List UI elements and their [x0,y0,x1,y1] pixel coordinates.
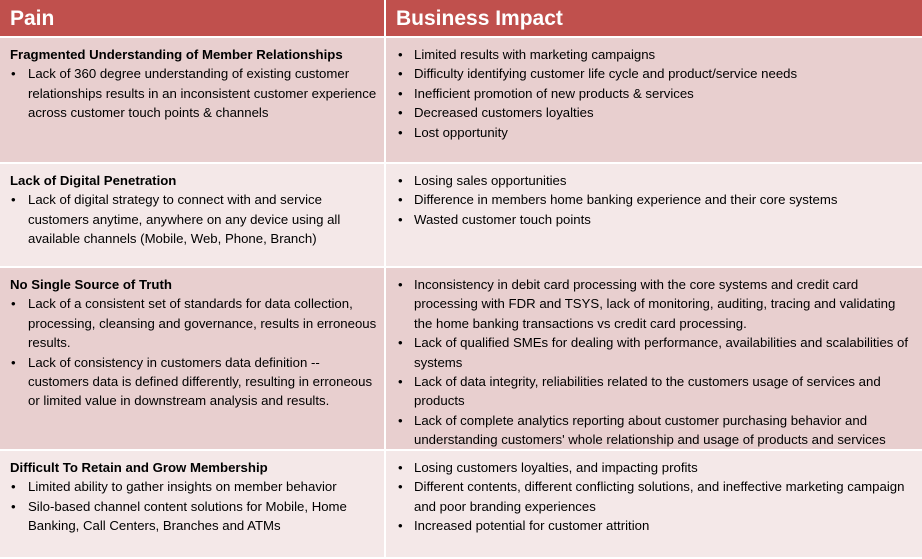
impact-item: • Difference in members home banking experience and their core systems [397,190,916,209]
header-impact-label: Business Impact [396,7,563,30]
impact-list [397,458,916,536]
impact-item: • Inefficient promotion of new products & services [397,84,916,103]
pain-list [10,64,378,122]
header-pain [0,0,386,38]
pain-item: • Lack of 360 degree understanding of existing customer relationships results in an inconsistent customer experience across customer touch points & channels [10,64,378,122]
impact-item: • Lost opportunity [397,123,916,142]
pain-item: • Lack of digital strategy to connect with and service customers anytime, anywhere on any device using all available channels (Mobile, Web, Phone, Branch) [10,190,378,248]
header-business-impact [386,0,922,38]
impact-cell-retain-grow-membership [386,451,922,559]
pain-cell-fragmented-understanding [0,38,386,164]
header-pain-label: Pain [10,7,55,30]
pain-title: Lack of Digital Penetration [10,173,177,188]
pain-title: Fragmented Understanding of Member Relationships [10,47,343,62]
pain-item: • Limited ability to gather insights on member behavior [10,477,378,496]
pain-cell-single-source-of-truth [0,268,386,451]
impact-item: • Lack of complete analytics reporting about customer purchasing behavior and understanding customers' whole relationship and usage of products and services [397,411,916,450]
impact-item: • Limited results with marketing campaigns [397,45,916,64]
pain-item: • Lack of consistency in customers data definition -- customers data is defined differently, resulting in erroneous or limited value in downstream analysis and results. [10,353,378,411]
impact-list [397,45,916,142]
impact-item: • Lack of qualified SMEs for dealing with performance, availabilities and scalabilities of systems [397,333,916,372]
impact-list [397,171,916,229]
pain-list [10,190,378,248]
impact-item: • Difficulty identifying customer life cycle and product/service needs [397,64,916,83]
impact-item: • Losing sales opportunities [397,171,916,190]
impact-item: • Wasted customer touch points [397,210,916,229]
pain-title: No Single Source of Truth [10,277,172,292]
pain-item: • Silo-based channel content solutions for Mobile, Home Banking, Call Centers, Branches and ATMs [10,497,378,536]
pain-list [10,477,378,535]
pain-list [10,294,378,410]
impact-item: • Increased potential for customer attrition [397,516,916,535]
impact-cell-single-source-of-truth [386,268,922,451]
impact-item: • Decreased customers loyalties [397,103,916,122]
impact-cell-digital-penetration [386,164,922,268]
pain-cell-digital-penetration [0,164,386,268]
impact-cell-fragmented-understanding [386,38,922,164]
impact-item: • Different contents, different conflicting solutions, and ineffective marketing campaign and poor branding experiences [397,477,916,516]
impact-item: • Lack of data integrity, reliabilities related to the customers usage of services and products [397,372,916,411]
pain-item: • Lack of a consistent set of standards for data collection, processing, cleansing and governance, results in erroneous results. [10,294,378,352]
pain-title: Difficult To Retain and Grow Membership [10,460,268,475]
impact-item: • Losing customers loyalties, and impacting profits [397,458,916,477]
impact-item: • Inconsistency in debit card processing with the core systems and credit card processing with FDR and TSYS, lack of monitoring, auditing, tracing and validating the home banking transactions vs credit card processing. [397,275,916,333]
impact-list [397,275,916,450]
pain-cell-retain-grow-membership [0,451,386,559]
